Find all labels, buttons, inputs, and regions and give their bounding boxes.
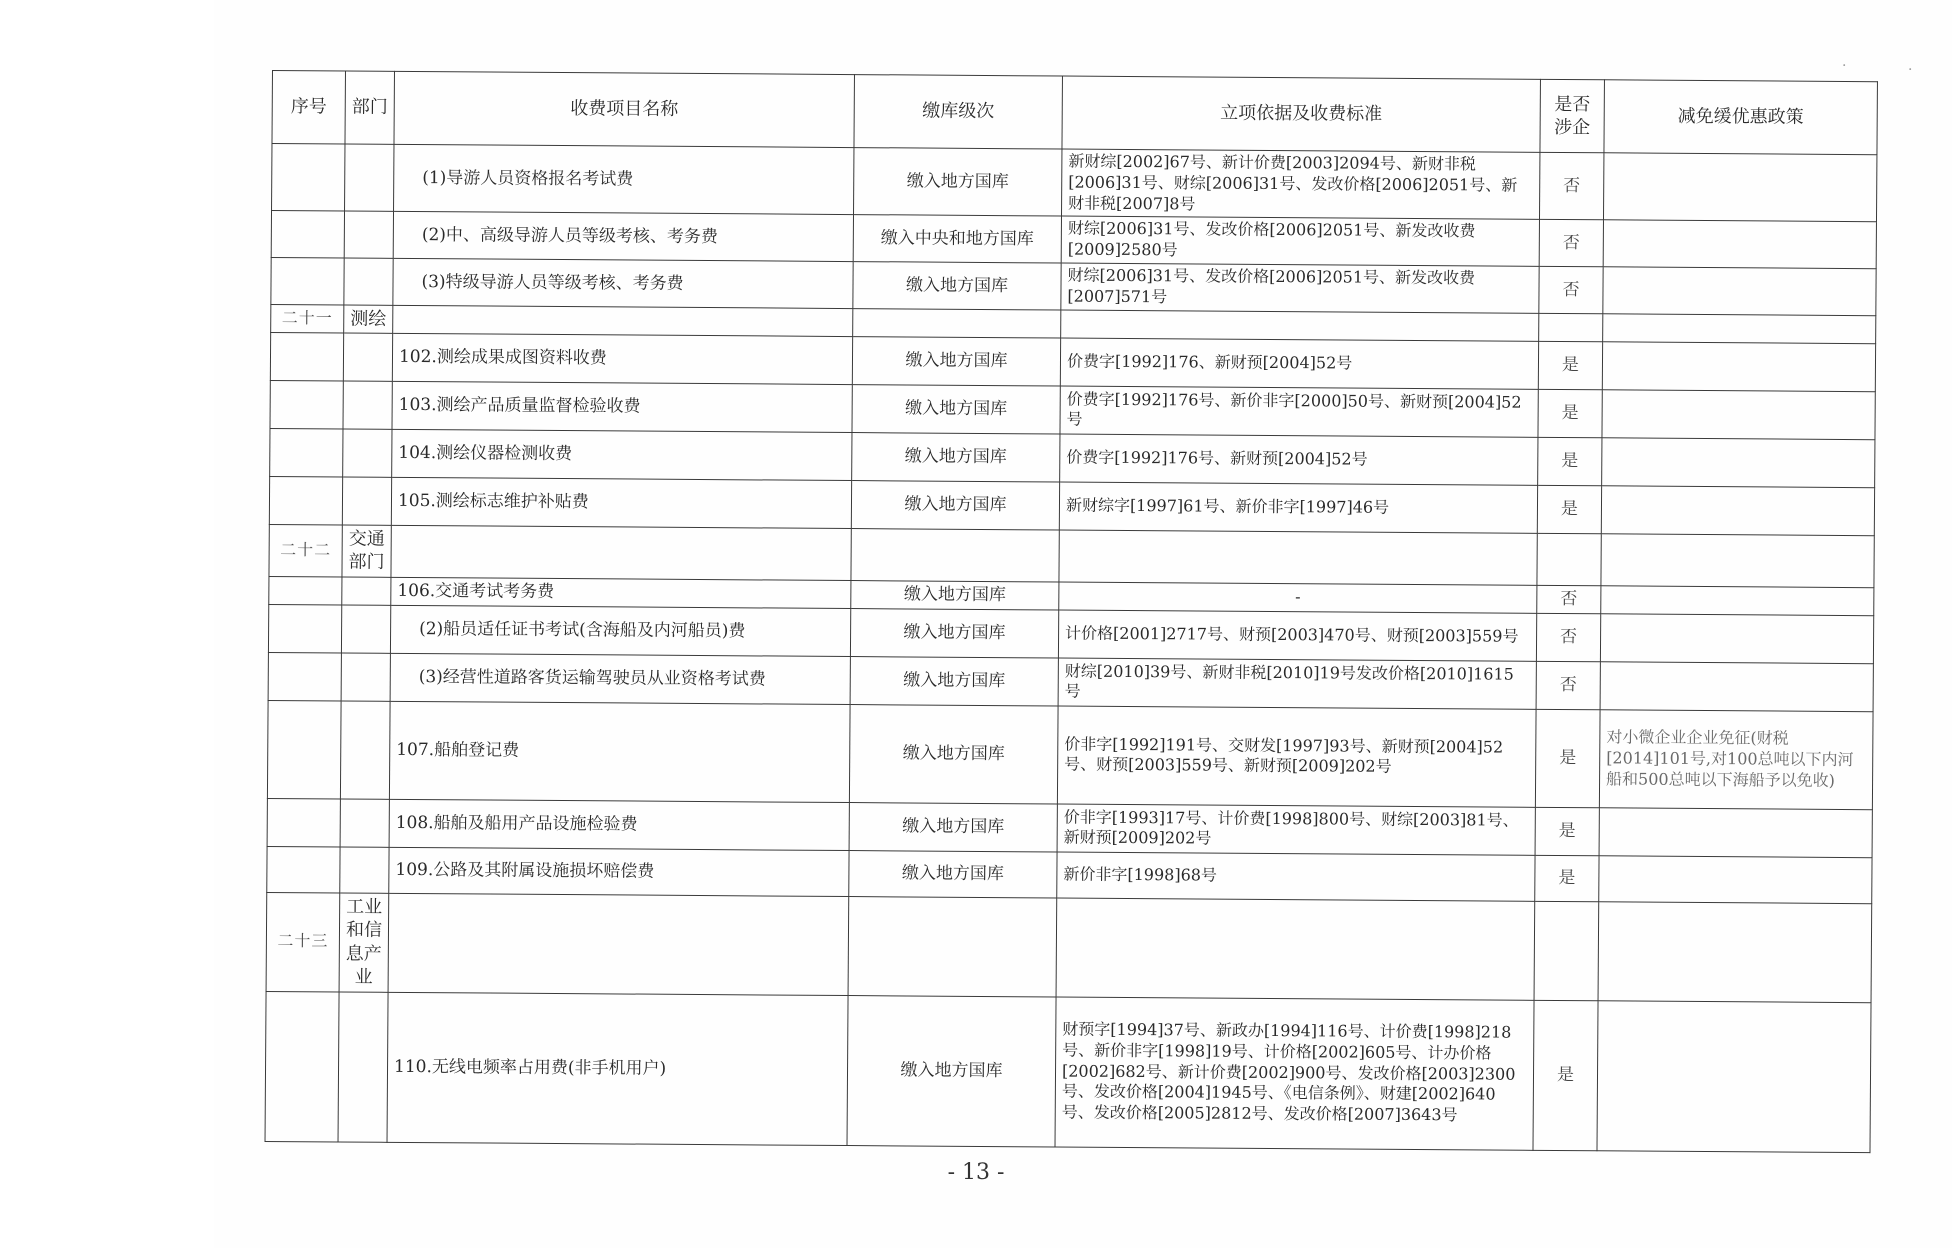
cell-enterprise: 是	[1538, 341, 1602, 389]
header-no: 序号	[272, 71, 346, 145]
cell-basis: 新财综字[1997]61号、新价非字[1997]46号	[1059, 482, 1537, 533]
cell-level	[851, 529, 1059, 582]
cell-basis: 价费字[1992]176、新财预[2004]52号	[1060, 338, 1538, 389]
cell-dept	[342, 577, 391, 605]
cell-no	[271, 211, 344, 258]
cell-name: 106.交通考试考务费	[391, 577, 851, 608]
section-row	[266, 892, 1872, 1002]
cell-dept	[341, 605, 390, 653]
cell-policy	[1602, 438, 1875, 488]
cell-policy	[1597, 1000, 1871, 1152]
cell-no: 二十一	[271, 304, 344, 333]
cell-dept	[343, 381, 392, 429]
cell-dept	[340, 847, 389, 893]
cell-name: 107.船舶登记费	[389, 701, 850, 802]
cell-name: (3)特级导游人员等级考核、考务费	[393, 258, 853, 308]
cell-basis	[1061, 310, 1539, 342]
cell-enterprise: 是	[1535, 709, 1600, 807]
cell-level: 缴入地方国库	[849, 851, 1057, 898]
cell-policy	[1603, 313, 1876, 343]
cell-level: 缴入地方国库	[847, 995, 1056, 1146]
header-dept: 部门	[345, 71, 395, 144]
cell-level	[848, 897, 1057, 997]
cell-level: 缴入地方国库	[850, 609, 1058, 658]
cell-no	[268, 604, 341, 653]
cell-basis: 价非字[1993]17号、计价费[1998]800号、财综[2003]81号、新财预[2009]202号	[1057, 804, 1535, 855]
cell-policy: 对小微企业企业免征(财税[2014]101号,对100总吨以下内河船和500总吨以下海船予以免收)	[1599, 710, 1873, 810]
cell-no	[267, 846, 340, 893]
cell-name: 104.测绘仪器检测收费	[392, 429, 852, 480]
cell-policy	[1598, 902, 1872, 1002]
cell-name	[388, 893, 849, 995]
header-enterprise	[1540, 79, 1605, 152]
cell-dept	[343, 333, 392, 381]
cell-name	[393, 305, 853, 337]
cell-dept: 测绘	[344, 305, 393, 334]
cell-policy	[1600, 662, 1873, 712]
cell-level: 缴入地方国库	[850, 657, 1058, 706]
cell-enterprise: 否	[1539, 266, 1603, 313]
cell-level: 缴入地方国库	[854, 148, 1062, 217]
cell-dept	[343, 429, 392, 477]
cell-name: 105.测绘标志维护补贴费	[391, 477, 851, 528]
cell-name: (2)中、高级导游人员等级考核、考务费	[393, 212, 853, 262]
cell-level: 缴入地方国库	[852, 433, 1060, 482]
cell-basis: 财预字[1994]37号、新政办[1994]116号、计价费[1998]218号、新价非字[1998]19号、计价格[2002]605号、计办价格[2002]682号、新计价费[2002]900号、发改价格[2003]2300号、发改价格[2004]1945号、《电信条例》、财建[2002]640号、发改价格[2005]2812号、发改价格[2007]3643号	[1055, 997, 1534, 1150]
cell-basis: 价费字[1992]176号、新价非字[2000]50号、新财预[2004]52号	[1060, 386, 1538, 437]
cell-enterprise: 是	[1537, 485, 1601, 533]
header-name: 收费项目名称	[394, 71, 854, 147]
cell-policy	[1601, 534, 1874, 588]
header-enterprise-line2: 涉企	[1554, 116, 1591, 139]
table-header-row	[272, 71, 1877, 155]
header-basis: 立项依据及收费标准	[1062, 76, 1540, 152]
cell-name: (3)经营性道路客货运输驾驶员从业资格考试费	[390, 653, 850, 704]
cell-policy	[1599, 856, 1872, 904]
cell-enterprise: 是	[1535, 855, 1599, 901]
cell-enterprise: 否	[1537, 585, 1601, 613]
cell-enterprise: 是	[1538, 437, 1602, 485]
header-enterprise-line1: 是否	[1554, 93, 1591, 115]
scan-speck: ·	[1842, 58, 1847, 74]
header-policy: 减免缓优惠政策	[1604, 80, 1878, 155]
page-number: - 13 -	[947, 1160, 1005, 1185]
cell-no	[267, 700, 341, 799]
cell-no	[270, 332, 343, 381]
cell-policy	[1603, 220, 1876, 268]
cell-level: 缴入地方国库	[852, 337, 1060, 386]
cell-name: 110.无线电频率占用费(非手机用户)	[387, 992, 848, 1145]
cell-policy	[1601, 486, 1874, 536]
cell-enterprise: 是	[1533, 1000, 1598, 1150]
cell-basis: 计价格[2001]2717号、财预[2003]470号、财预[2003]559号	[1058, 610, 1536, 661]
cell-no: 二十二	[269, 524, 342, 577]
cell-basis: 财综[2010]39号、新财非税[2010]19号发改价格[2010]1615号	[1058, 658, 1536, 709]
cell-policy	[1602, 390, 1875, 440]
cell-level: 缴入地方国库	[851, 481, 1059, 530]
cell-basis: 财综[2006]31号、发改价格[2006]2051号、新发改收费[2007]571号	[1061, 263, 1539, 313]
table-row	[272, 144, 1877, 223]
cell-name	[391, 525, 851, 580]
cell-policy	[1602, 342, 1875, 392]
cell-policy	[1603, 153, 1876, 222]
cell-name: 103.测绘产品质量监督检验收费	[392, 381, 852, 432]
cell-enterprise: 否	[1536, 613, 1600, 661]
cell-enterprise: 否	[1536, 661, 1600, 709]
cell-enterprise	[1537, 533, 1601, 585]
cell-no	[271, 257, 344, 304]
scan-speck: ·	[1908, 62, 1913, 78]
cell-dept	[341, 653, 390, 701]
cell-dept: 工业和信息产业	[339, 893, 389, 992]
cell-basis: -	[1059, 582, 1537, 613]
cell-enterprise: 否	[1539, 220, 1603, 267]
cell-enterprise: 是	[1538, 389, 1602, 437]
cell-name: 109.公路及其附属设施损坏赔偿费	[389, 847, 849, 896]
cell-enterprise	[1534, 901, 1599, 1000]
cell-enterprise: 是	[1535, 807, 1599, 855]
cell-no: 二十三	[266, 892, 340, 991]
cell-level: 缴入地方国库	[851, 581, 1059, 610]
cell-dept	[338, 992, 388, 1142]
cell-dept	[342, 477, 391, 525]
cell-dept	[344, 258, 393, 305]
cell-level: 缴入地方国库	[853, 262, 1061, 310]
cell-enterprise	[1539, 313, 1603, 342]
cell-no	[270, 380, 343, 429]
cell-level: 缴入地方国库	[852, 385, 1060, 434]
cell-dept	[344, 211, 393, 258]
cell-no	[269, 576, 342, 605]
cell-basis: 新财综[2002]67号、新计价费[2003]2094号、新财非税[2006]31号、财综[2006]31号、发改价格[2006]2051号、新财非税[2007]8号	[1061, 149, 1539, 220]
cell-dept: 交通部门	[342, 525, 391, 577]
cell-basis: 价非字[1992]191号、交财发[1997]93号、新财预[2004]52号、财预[2003]559号、新财预[2009]202号	[1057, 706, 1536, 807]
cell-no	[269, 476, 342, 525]
cell-name: 108.船舶及船用产品设施检验费	[389, 799, 849, 850]
cell-name: (1)导游人员资格报名考试费	[394, 144, 854, 215]
scan-left-margin	[0, 0, 214, 1248]
cell-level	[853, 308, 1061, 338]
cell-no	[272, 144, 345, 212]
cell-level: 缴入地方国库	[849, 803, 1057, 852]
cell-no	[270, 428, 343, 477]
table-row	[267, 700, 1873, 809]
cell-dept	[345, 144, 394, 212]
cell-basis	[1056, 898, 1535, 1000]
cell-basis: 新价非字[1998]68号	[1057, 852, 1535, 901]
cell-enterprise: 否	[1539, 152, 1603, 220]
cell-policy	[1603, 267, 1876, 315]
cell-no	[268, 652, 341, 701]
header-level: 缴库级次	[854, 75, 1063, 149]
cell-basis: 财综[2006]31号、发改价格[2006]2051号、新发改收费[2009]2580号	[1061, 216, 1539, 266]
fee-table	[265, 70, 1878, 1153]
cell-no	[265, 991, 339, 1142]
cell-basis: 价费字[1992]176号、新财预[2004]52号	[1060, 434, 1538, 485]
cell-no	[267, 798, 340, 847]
cell-level: 缴入地方国库	[849, 705, 1058, 804]
cell-name: 102.测绘成果成图资料收费	[392, 333, 852, 384]
cell-name: (2)船员适任证书考试(含海船及内河船员)费	[390, 605, 850, 656]
table-row	[265, 991, 1871, 1152]
cell-policy	[1599, 808, 1872, 858]
cell-level: 缴入中央和地方国库	[853, 215, 1061, 263]
cell-policy	[1600, 614, 1873, 664]
cell-dept	[340, 799, 389, 847]
cell-basis	[1059, 530, 1537, 585]
cell-policy	[1601, 586, 1874, 616]
cell-dept	[340, 701, 390, 799]
